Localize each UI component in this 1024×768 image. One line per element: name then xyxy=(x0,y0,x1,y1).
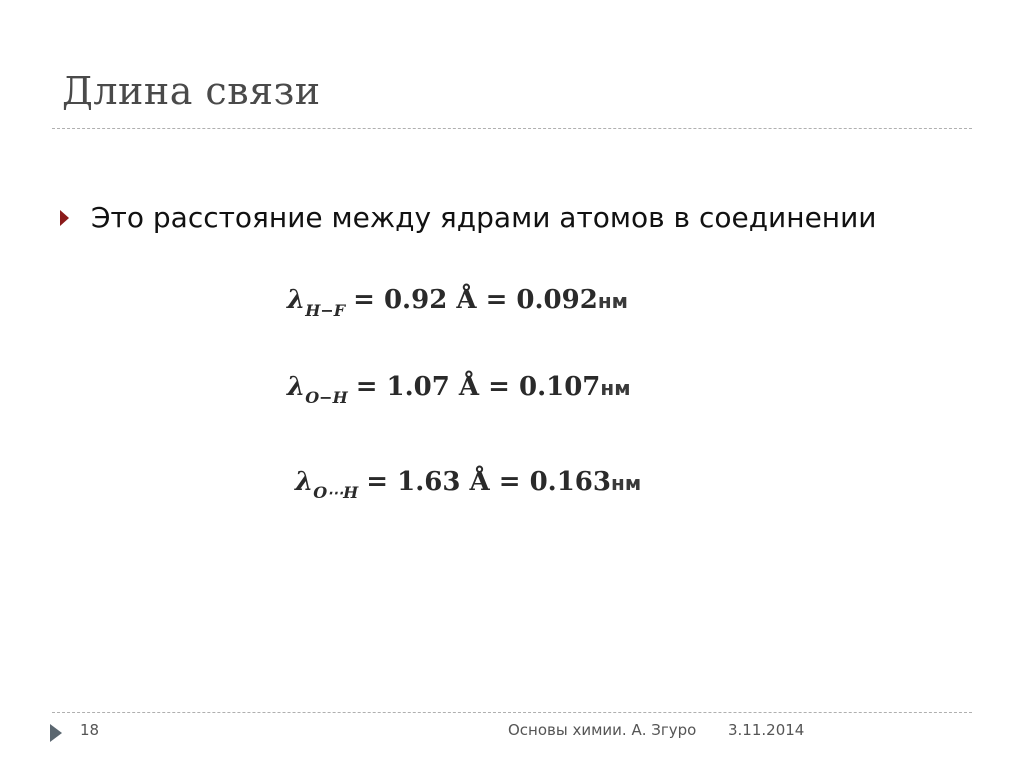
formula-h-f xyxy=(287,285,628,320)
footer-divider xyxy=(52,712,972,713)
formula-subscript: O⋯H xyxy=(313,483,359,502)
formula-subscript: H−F xyxy=(305,301,346,320)
bullet-arrow-icon xyxy=(60,210,69,226)
formula-unit: нм xyxy=(597,289,628,313)
formula-symbol: λ xyxy=(287,372,306,402)
formula-expression: = 0.92 Å = 0.092 xyxy=(353,285,598,315)
bullet-text: Это расстояние между ядрами атомов в соединении xyxy=(91,201,877,234)
formula-o-h-hydrogen-bond xyxy=(295,467,642,502)
formula-symbol: λ xyxy=(287,285,306,315)
formula-expression: = 1.63 Å = 0.163 xyxy=(366,467,611,497)
page-number: 18 xyxy=(80,721,100,739)
formula-unit: нм xyxy=(611,471,642,495)
footer-arrow-icon xyxy=(50,724,62,742)
footer-author: Основы химии. А. Згуро xyxy=(508,721,697,739)
bullet-item xyxy=(60,203,877,234)
slide-title: Длина связи xyxy=(62,69,321,113)
footer-date: 3.11.2014 xyxy=(728,721,805,739)
formula-unit: нм xyxy=(600,376,631,400)
formula-o-h xyxy=(287,372,631,407)
title-divider xyxy=(52,128,972,129)
formula-subscript: O−H xyxy=(305,388,348,407)
formula-expression: = 1.07 Å = 0.107 xyxy=(355,372,601,402)
formula-symbol: λ xyxy=(295,467,314,497)
